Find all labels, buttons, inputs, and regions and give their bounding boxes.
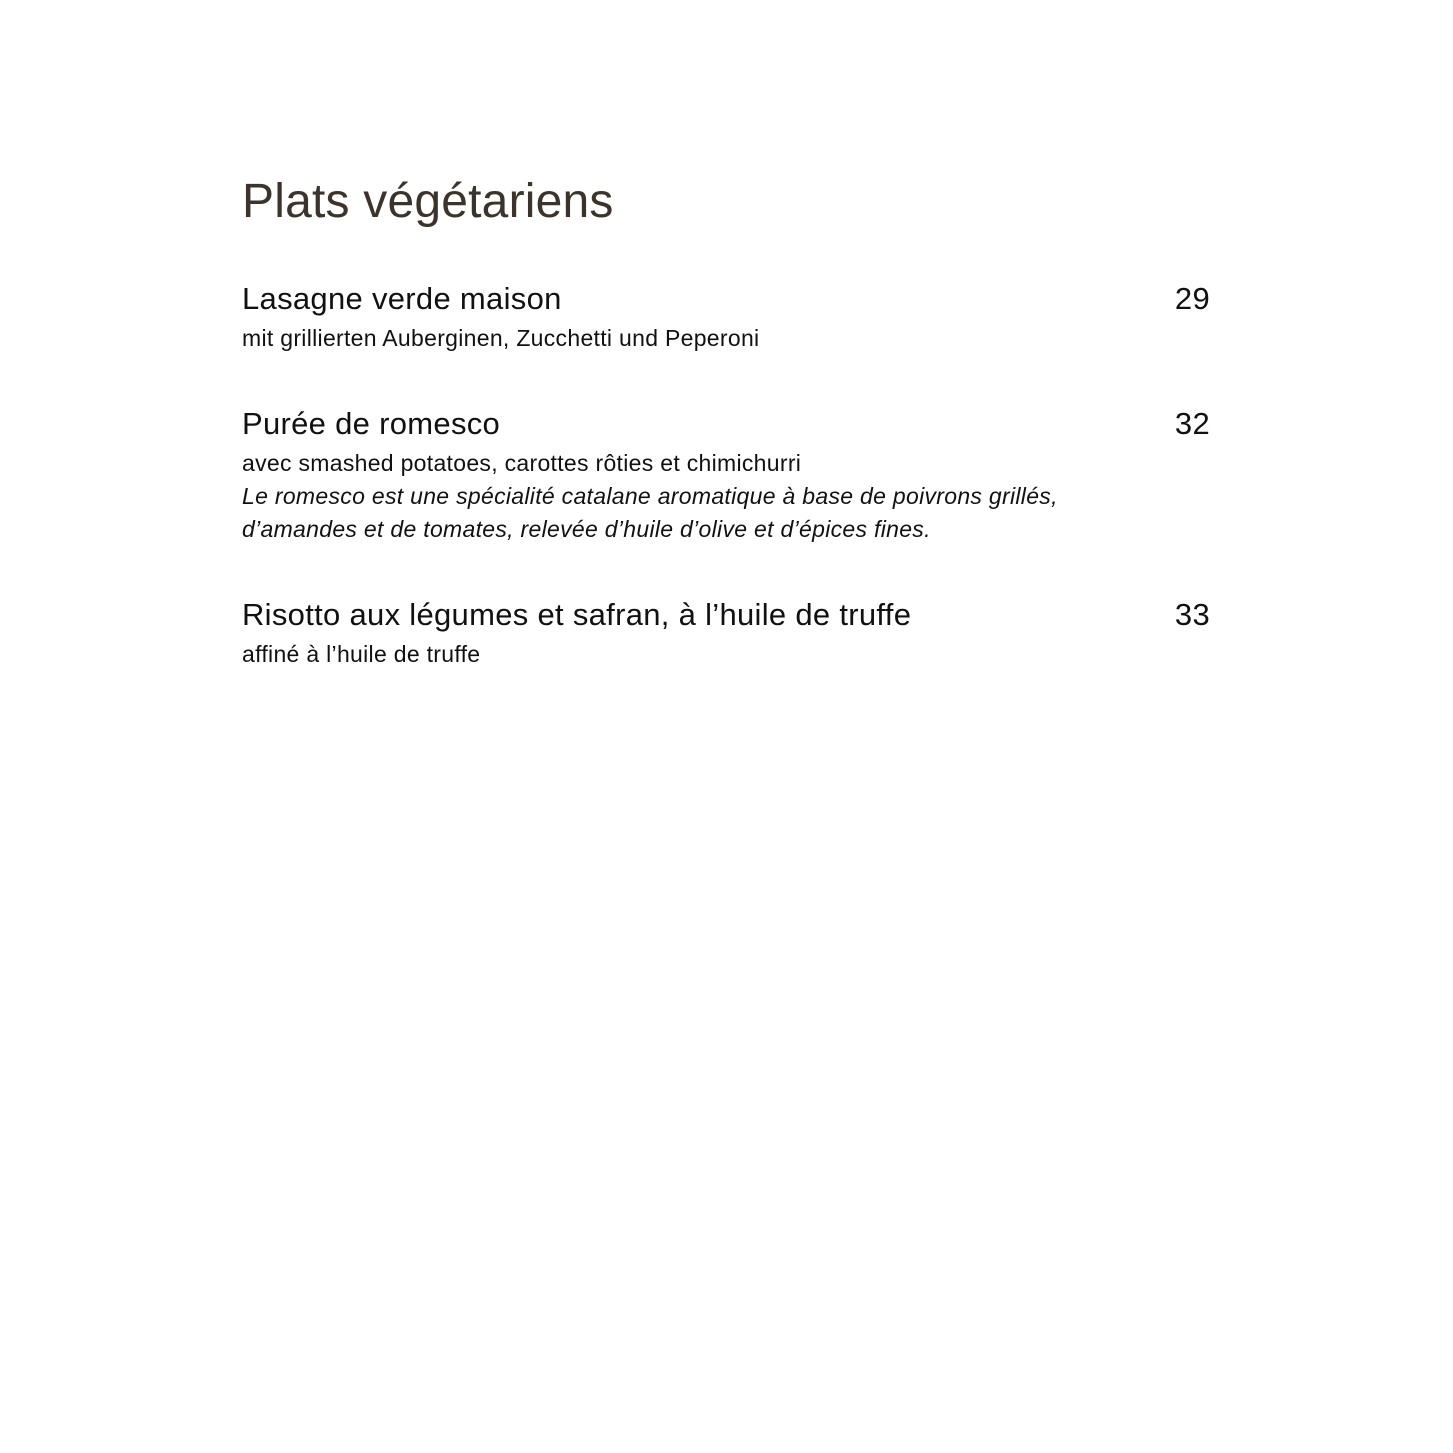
section-title: Plats végétariens: [242, 175, 614, 228]
menu-item-name: Purée de romesco: [242, 406, 501, 441]
menu-item-header: [242, 403, 1210, 445]
menu-item-lasagne: [242, 278, 1210, 355]
menu-item-price: 33: [1174, 597, 1210, 632]
menu-item-description: mit grillierten Auberginen, Zucchetti und Peperoni: [242, 325, 760, 351]
menu-item-name: Risotto aux légumes et safran, à l’huile de truffe: [242, 597, 912, 632]
menu-item-risotto: [242, 594, 1210, 671]
menu-item-romesco: [242, 403, 1210, 546]
menu-item-price: 32: [1174, 406, 1210, 441]
menu-list: [242, 278, 1210, 671]
menu-item-header: [242, 594, 1210, 636]
menu-item-header: [242, 278, 1210, 320]
menu-item-description: affiné à l’huile de truffe: [242, 641, 481, 667]
menu-item-description: avec smashed potatoes, carottes rôties et chimichurri: [242, 450, 802, 476]
menu-page: [242, 170, 1210, 719]
menu-item-name: Lasagne verde maison: [242, 281, 562, 316]
menu-item-note: Le romesco est une spécialité catalane aromatique à base de poivrons grillés, d’amandes et de tomates, relevée d’huile d’olive et d’épices fines.: [242, 483, 1058, 542]
menu-item-price: 29: [1174, 281, 1210, 316]
